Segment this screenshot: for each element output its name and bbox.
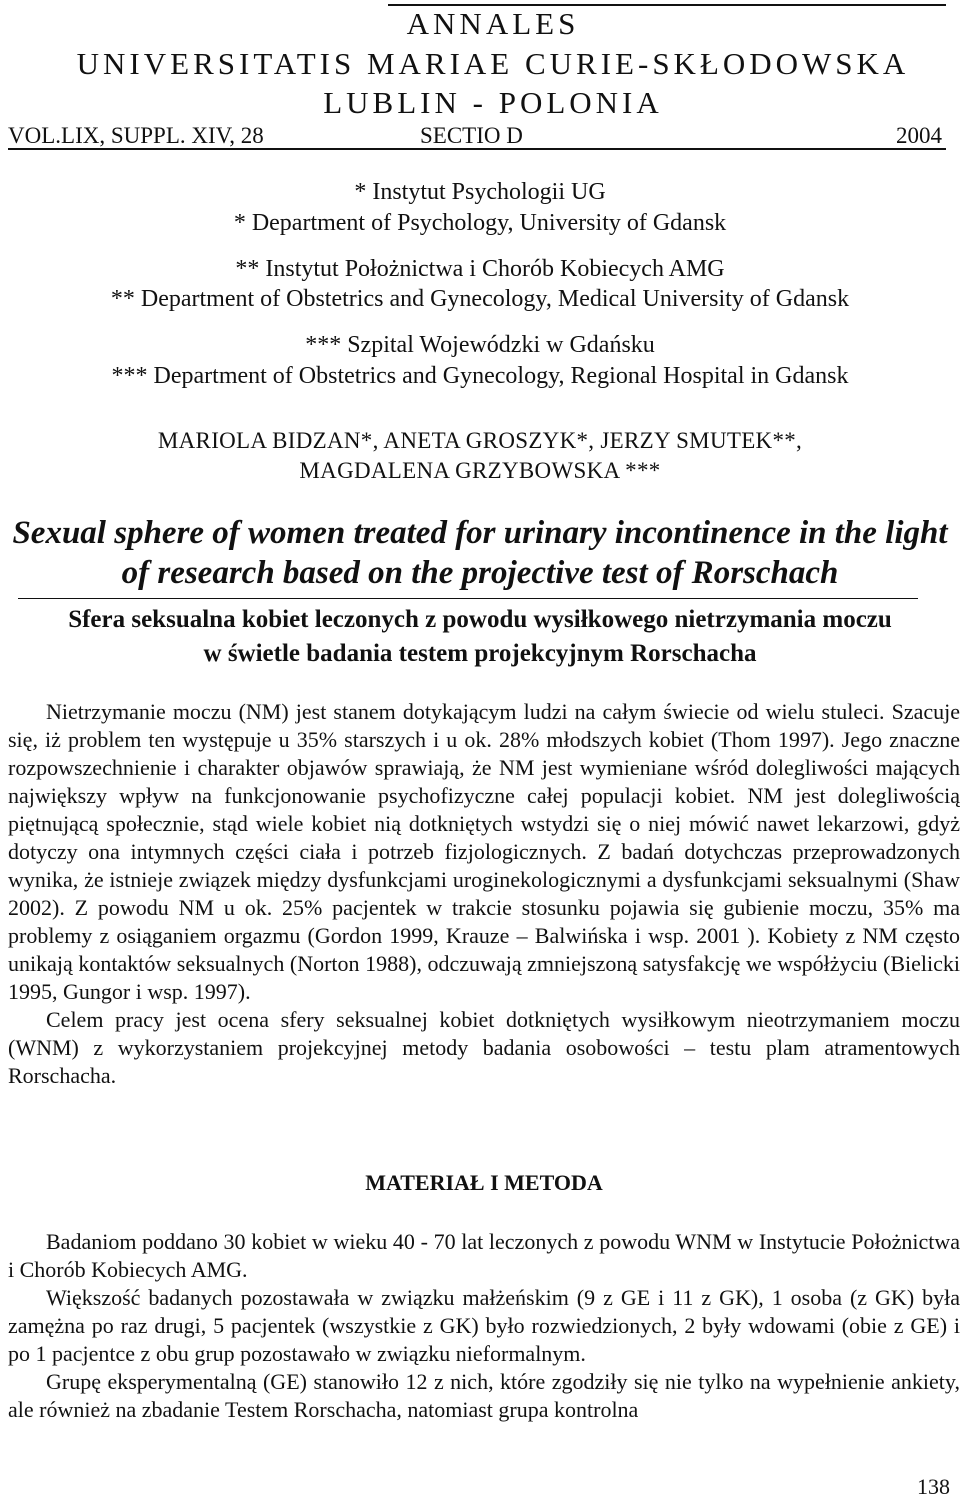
affiliation-line: *** Szpital Wojewódzki w Gdańsku: [305, 332, 655, 358]
affiliation-line: * Instytut Psychologii UG: [354, 179, 606, 205]
affiliation-line: * Department of Psychology, University of Gdansk: [233, 210, 727, 236]
english-title-line: of research based on the projective test of Rorschach: [121, 555, 839, 591]
page-number: 138: [917, 1474, 950, 1499]
method-paragraph: Grupę eksperymentalną (GE) stanowiło 12 z nich, które zgodziły się nie tylko na wypełnienie ankiety, ale również na zbadanie Testem Rorschacha, natomiast grupa kontrolna: [8, 1369, 960, 1422]
year: 2004: [896, 123, 942, 148]
affiliation-line: *** Department of Obstetrics and Gynecology, Regional Hospital in Gdansk: [111, 363, 849, 389]
intro-paragraph: Nietrzymanie moczu (NM) jest stanem dotykającym ludzi na całym świecie od wielu stuleci. Szacuje się, iż problem ten występuje u 35% starszych i u ok. 28% młodszych kobiet (Thom 1997). Jego znaczne rozpowszechnienie i charakter objawów sprawiają, że NM jest wymieniane wśród dolegliwości mających największy wpływ na funkcjonowanie psychofizyczne całej populacji kobiet. NM jest dolegliwością piętnującą społecznie, stąd wiele kobiet nią dotkniętych wstydzi się o niej mówić nawet lekarzowi, gdyż dotyczy ona intymnych części ciała i potrzeb fizjologicznych. Z badań dotychczas przeprowadzonych wynika, że istnieje związek między dysfunkcjami uroginekologicznymi a dysfunkcjami seksualnymi (Shaw 2002). Z powodu NM u ok. 25% pacjentek w trakcie stosunku pojawia się gubienie moczu, 35% ma problemy z osiąganiem orgazmu (Gordon 1999, Krauze – Balwińska i wsp. 2001 ). Kobiety z NM często unikają kontaktów seksualnych (Norton 1988), odczuwają zmniejszoną satysfakcję we współżyciu (Bielicki 1995, Gungor i wsp. 1997).: [8, 699, 960, 1004]
affiliation-line: ** Department of Obstetrics and Gynecology, Medical University of Gdansk: [110, 286, 850, 312]
masthead-rule: [8, 148, 946, 150]
authors-line: MARIOLA BIDZAN*, ANETA GROSZYK*, JERZY SMUTEK**,: [157, 428, 803, 453]
method-paragraph: Większość badanych pozostawała w związku małżeńskim (9 z GE i 11 z GK), 1 osoba (z GK) była zamężna po raz drugi, 5 pacjentek (wszystkie z GK) było rozwiedzionych, 2 były wdowami (obie z GE) i po 1 pacjentce z obu grup pozostawało w związku nieformalnym.: [8, 1285, 960, 1366]
journal-name-line2: UNIVERSITATIS MARIAE CURIE-SKŁODOWSKA: [76, 46, 910, 81]
polish-title-line: Sfera seksualna kobiet leczonych z powodu wysiłkowego nietrzymania moczu: [68, 606, 892, 633]
volume-info: VOL.LIX, SUPPL. XIV, 28: [8, 123, 264, 148]
section-heading: MATERIAŁ I METODA: [365, 1170, 603, 1195]
english-title-line: Sexual sphere of women treated for urinary incontinence in the light: [12, 515, 948, 551]
intro-paragraph: Celem pracy jest ocena sfery seksualnej kobiet dotkniętych wysiłkowym nieotrzymaniem moczu (WNM) z wykorzystaniem projekcyjnej metody badania osobowości – testu plam atramentowych Rorschacha.: [8, 1007, 960, 1088]
journal-name-line3: LUBLIN - POLONIA: [323, 85, 663, 120]
method-paragraph: Badaniom poddano 30 kobiet w wieku 40 - 70 lat leczonych z powodu WNM w Instytucie Położnictwa i Chorób Kobiecych AMG.: [8, 1229, 960, 1282]
title-rule: [18, 598, 918, 599]
affiliation-line: ** Instytut Położnictwa i Chorób Kobiecych AMG: [235, 256, 725, 282]
polish-title-line: w świetle badania testem projekcyjnym Rorschacha: [203, 640, 757, 667]
section-info: SECTIO D: [420, 123, 523, 148]
authors-line: MAGDALENA GRZYBOWSKA ***: [299, 458, 661, 483]
introduction: [8, 698, 960, 1090]
journal-name-line1: ANNALES: [406, 6, 580, 41]
methods: [8, 1228, 960, 1424]
